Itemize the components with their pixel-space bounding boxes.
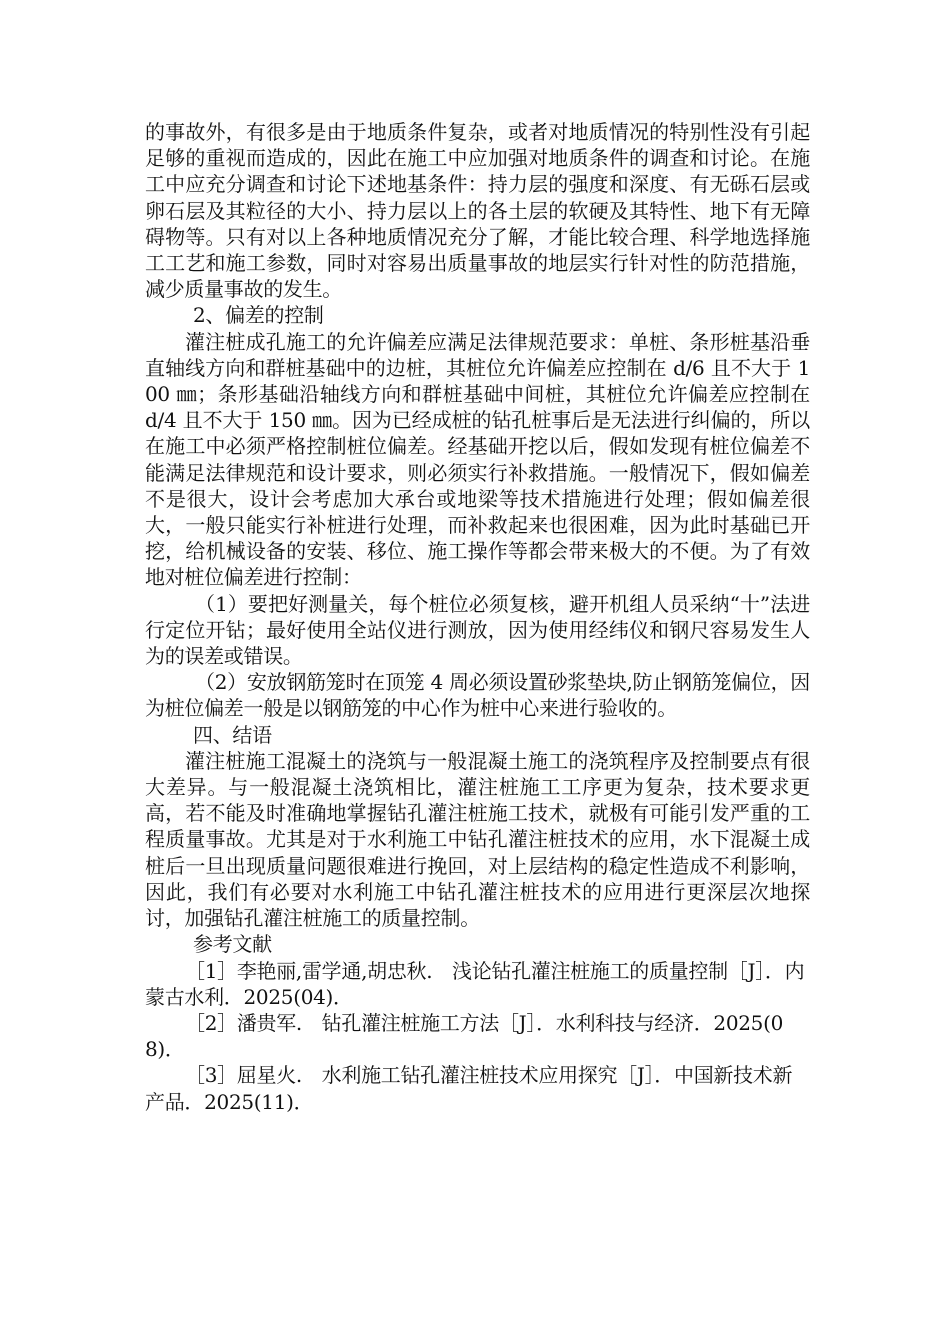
reference-item: ［3］屈星火. 水利施工钻孔灌注桩技术应用探究［J］．中国新技术新产品．2025(11)． <box>145 1063 793 1114</box>
list-item-rebar-cage: （2）安放钢筋笼时在顶笼 4 周必须设置砂浆垫块,防止钢筋笼偏位，因为桩位偏差一般是以钢筋笼的中心作为桩中心来进行验收的。 <box>145 670 810 721</box>
paragraph-conclusion: 灌注桩施工混凝土的浇筑与一般混凝土施工的浇筑程序及控制要点有很大差异。与一般混凝土浇筑相比，灌注桩施工工序更为复杂，技术要求更高，若不能及时准确地掌握钻孔灌注桩施工技术，就极有可能引发严重的工程质量事故。尤其是对于水利施工中钻孔灌注桩技术的应用，水下混凝土成桩后一旦出现质量问题很难进行挽回，对上层结构的稳定性造成不利影响，因此，我们有必要对水利施工中钻孔灌注桩技术的应用进行更深层次地探讨，加强钻孔灌注桩施工的质量控制。 <box>145 748 810 931</box>
paragraph-deviation: 灌注桩成孔施工的允许偏差应满足法律规范要求：单桩、条形桩基沿垂直轴线方向和群桩基础中的边桩，其桩位允许偏差应控制在 d/6 且不大于 100 ㎜；条形基础沿轴线方向和群桩基础中间桩，其桩位允许偏差应控制在 d/4 且不大于 150 ㎜。因为已经成桩的钻孔桩事后是无法进行纠偏的，所以在施工中必须严格控制桩位偏差。经基础开挖以后，假如发现有桩位偏差不能满足法律规范和设计要求，则必须实行补救措施。一般情况下，假如偏差不是很大，设计会考虑加大承台或地梁等技术措施进行处理；假如偏差很大，一般只能实行补桩进行处理，而补救起来也很困难，因为此时基础已开挖，给机械设备的安装、移位、施工操作等都会带来极大的不便。为了有效地对桩位偏差进行控制： <box>145 329 810 590</box>
paragraph-intro: 的事故外，有很多是由于地质条件复杂，或者对地质情况的特别性没有引起足够的重视而造成的，因此在施工中应加强对地质条件的调查和讨论。在施工中应充分调查和讨论下述地基条件：持力层的强度和深度、有无砾石层或卵石层及其粒径的大小、持力层以上的各土层的软硬及其特性、地下有无障碍物等。只有对以上各种地质情况充分了解，才能比较合理、科学地选择施工工艺和施工参数，同时对容易出质量事故的地层实行针对性的防范措施，减少质量事故的发生。 <box>145 120 810 302</box>
list-item-measurement: （1）要把好测量关，每个桩位必须复核，避开机组人员采纳“十”法进行定位开钻；最好使用全站仪进行测放，因为使用经纬仪和钢尺容易发生人为的误差或错误。 <box>145 591 810 669</box>
reference-item: ［1］李艳丽,雷学通,胡忠秋. 浅论钻孔灌注桩施工的质量控制［J］．内蒙古水利．2025(04)． <box>145 958 805 1009</box>
heading-conclusion: 四、结语 <box>193 722 272 747</box>
document-body <box>145 119 810 1115</box>
heading-deviation-control: 2、偏差的控制 <box>193 303 324 328</box>
heading-references: 参考文献 <box>193 932 272 957</box>
reference-item: ［2］潘贵军. 钻孔灌注桩施工方法［J］．水利科技与经济．2025(08)． <box>145 1010 784 1062</box>
